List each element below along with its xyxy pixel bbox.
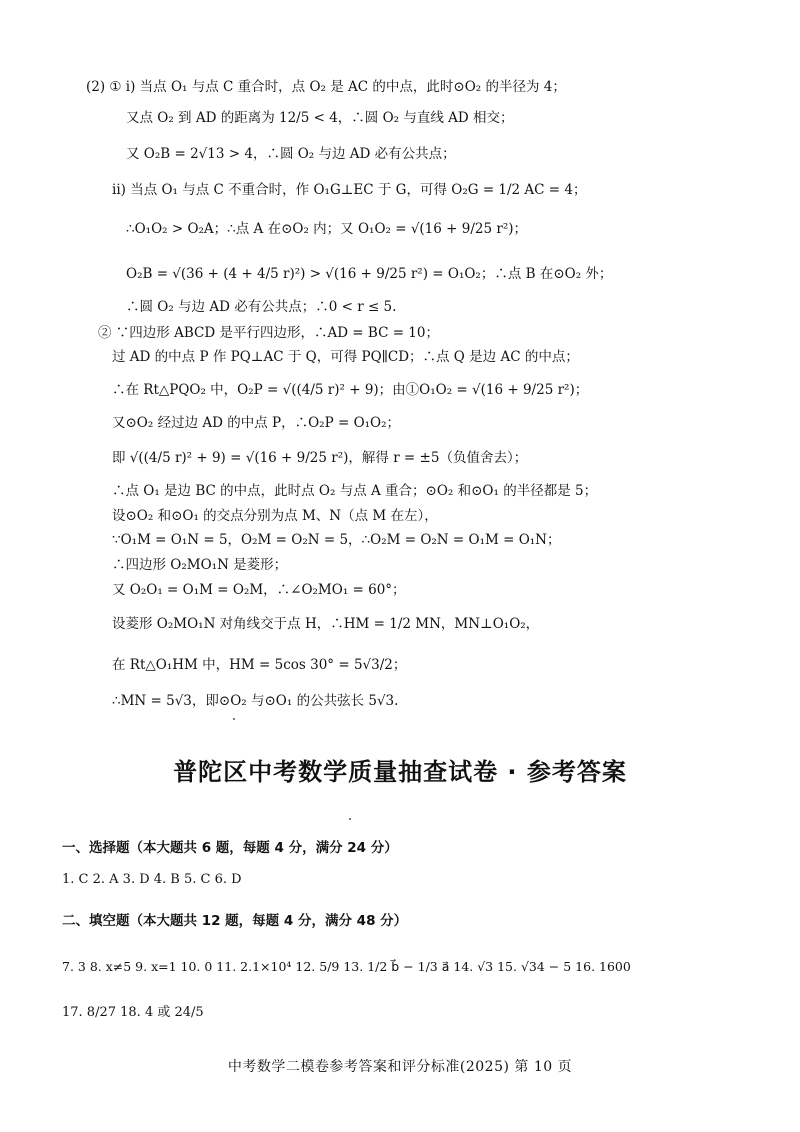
scan-speck	[349, 818, 351, 820]
section-1-heading: 一、选择题（本大题共 6 题，每题 4 分，满分 24 分）	[62, 840, 398, 856]
solution-line-16: ∴四边形 O₂MO₁N 是菱形；	[112, 557, 288, 573]
solution-line-7: ∴圆 O₂ 与边 AD 必有公共点；∴0 < r ≤ 5.	[126, 299, 397, 315]
section-2-answers-line-2: 17. 8/27 18. 4 或 24/5	[62, 1005, 204, 1020]
section-2-heading: 二、填空题（本大题共 12 题，每题 4 分，满分 48 分）	[62, 913, 408, 929]
scan-speck	[233, 718, 235, 720]
solution-line-1: (2) ① i) 当点 O₁ 与点 C 重合时，点 O₂ 是 AC 的中点，此时⊙O₂ 的半径为 4；	[86, 79, 566, 95]
solution-line-15: ∵O₁M = O₁N = 5，O₂M = O₂N = 5，∴O₂M = O₂N = O₁M = O₁N；	[112, 532, 561, 548]
solution-line-12: 即 √((4/5 r)² + 9) = √(16 + 9/25 r²)，解得 r = ±5（负值舍去）；	[112, 450, 528, 466]
solution-line-14: 设⊙O₂ 和⊙O₁ 的交点分别为点 M、N（点 M 在左），	[112, 508, 438, 524]
solution-line-19: 在 Rt△O₁HM 中，HM = 5cos 30° = 5√3/2；	[112, 657, 407, 673]
solution-line-10: ∴在 Rt△PQO₂ 中，O₂P = √((4/5 r)² + 9)；由①O₁O₂ = √(16 + 9/25 r²)；	[112, 382, 589, 398]
solution-line-5: ∴O₁O₂ > O₂A；∴点 A 在⊙O₂ 内；又 O₁O₂ = √(16 + 9/25 r²)；	[126, 221, 527, 237]
solution-line-11: 又⊙O₂ 经过边 AD 的中点 P，∴O₂P = O₁O₂；	[112, 415, 401, 431]
page-title: 普陀区中考数学质量抽查试卷 · 参考答案	[173, 758, 627, 786]
solution-line-18: 设菱形 O₂MO₁N 对角线交于点 H，∴HM = 1/2 MN，MN⊥O₁O₂，	[112, 616, 540, 632]
solution-line-17: 又 O₂O₁ = O₁M = O₂M，∴∠O₂MO₁ = 60°；	[112, 582, 406, 598]
section-2-answers-line-1: 7. 3 8. x≠5 9. x=1 10. 0 11. 2.1×10⁴ 12. 5/9 13. 1/2 b⃗ − 1/3 a⃗ 14. √3 15. √34 − 5 16. 1600	[62, 959, 631, 974]
solution-line-9: 过 AD 的中点 P 作 PQ⊥AC 于 Q，可得 PQ∥CD；∴点 Q 是边 AC 的中点；	[112, 349, 579, 365]
solution-line-6: O₂B = √(36 + (4 + 4/5 r)²) > √(16 + 9/25 r²) = O₁O₂；∴点 B 在⊙O₂ 外；	[126, 266, 613, 282]
solution-line-3: 又 O₂B = 2√13 > 4，∴圆 O₂ 与边 AD 必有公共点；	[126, 146, 456, 162]
section-1-answers: 1. C 2. A 3. D 4. B 5. C 6. D	[62, 872, 242, 887]
solution-line-13: ∴点 O₁ 是边 BC 的中点，此时点 O₂ 与点 A 重合；⊙O₂ 和⊙O₁ 的半径都是 5；	[112, 483, 598, 499]
solution-line-4: ii) 当点 O₁ 与点 C 不重合时，作 O₁G⊥EC 于 G，可得 O₂G = 1/2 AC = 4；	[112, 182, 587, 198]
solution-line-8: ② ∵四边形 ABCD 是平行四边形，∴AD = BC = 10；	[98, 325, 439, 341]
page-footer: 中考数学二模卷参考答案和评分标准(2025) 第 10 页	[227, 1059, 573, 1075]
solution-line-2: 又点 O₂ 到 AD 的距离为 12/5 < 4，∴圆 O₂ 与直线 AD 相交；	[126, 110, 514, 126]
solution-line-20: ∴MN = 5√3，即⊙O₂ 与⊙O₁ 的公共弦长 5√3.	[112, 693, 399, 709]
